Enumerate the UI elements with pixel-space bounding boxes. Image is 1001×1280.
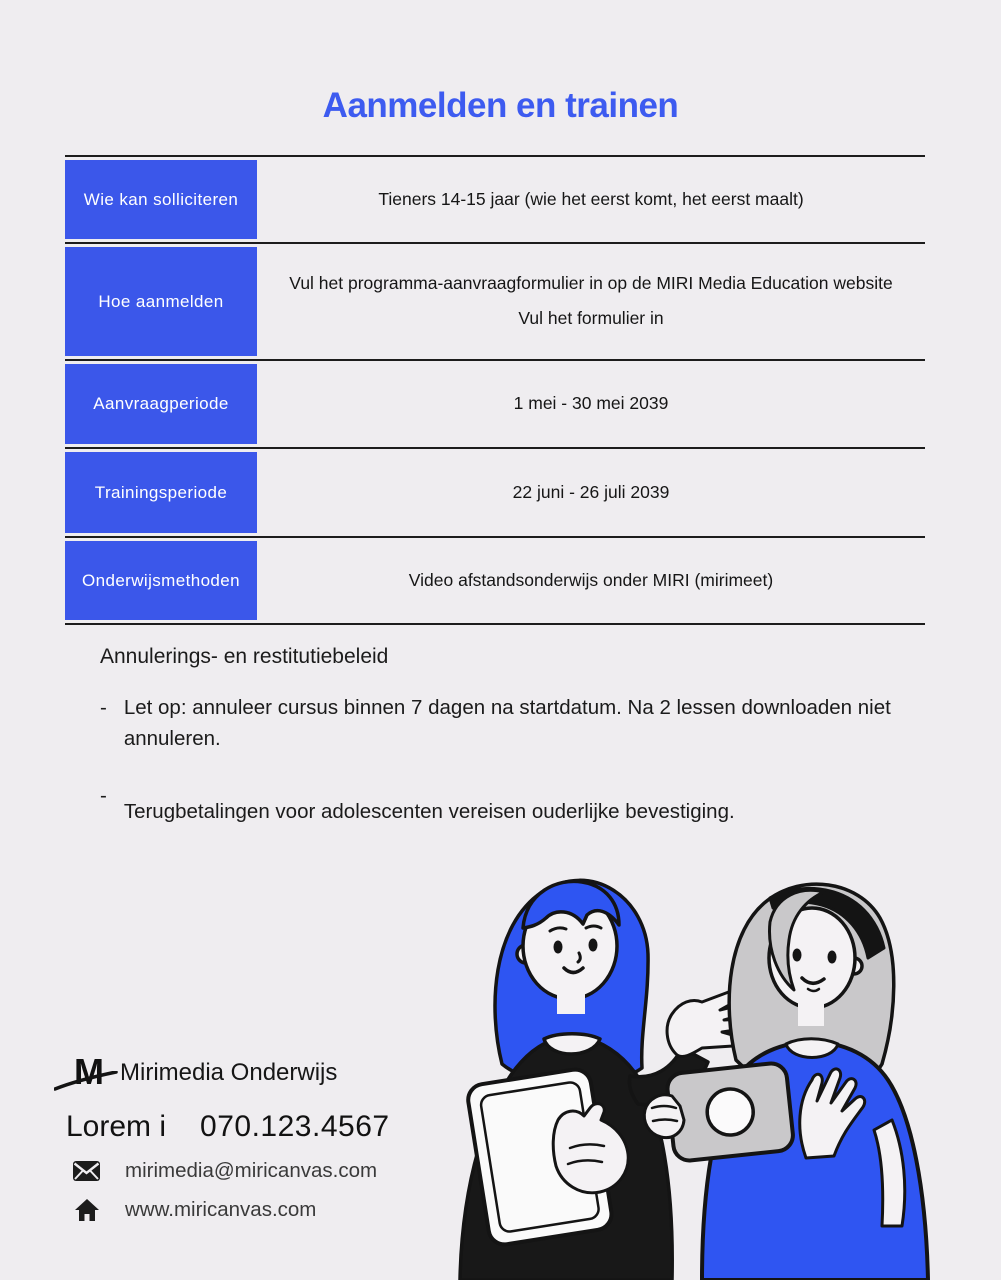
row-value-line: 1 mei - 30 mei 2039 bbox=[513, 393, 669, 414]
envelope-icon bbox=[72, 1160, 101, 1182]
email-link[interactable]: mirimedia@miricanvas.com bbox=[125, 1159, 378, 1182]
bullet-dash: - bbox=[100, 696, 107, 719]
row-label: Onderwijsmethoden bbox=[65, 541, 257, 620]
policy-heading: Annulerings- en restitutiebeleid bbox=[100, 645, 389, 668]
row-value bbox=[257, 157, 925, 242]
policy-item-text: Terugbetalingen voor adolescenten vereisen ouderlijke bevestiging. bbox=[123, 799, 735, 823]
phone-label: Lorem i bbox=[66, 1110, 167, 1143]
row-value-line: 22 juni - 26 juli 2039 bbox=[512, 481, 670, 502]
logo-swoosh-line bbox=[54, 1071, 118, 1093]
table-row bbox=[65, 242, 925, 359]
page-title: Aanmelden en trainen bbox=[322, 86, 679, 125]
row-value bbox=[257, 361, 925, 447]
policy-item bbox=[100, 693, 908, 755]
policy-item-text: Let op: annuleer cursus binnen 7 dagen na startdatum. Na 2 lessen downloaden niet annuleren. bbox=[123, 696, 891, 750]
row-value-line: Tieners 14-15 jaar (wie het eerst komt, het eerst maalt) bbox=[378, 188, 804, 209]
policy-item bbox=[100, 783, 908, 828]
row-value-line: Vul het programma-aanvraagformulier in op de MIRI Media Education website bbox=[289, 273, 893, 294]
right-woman-figure bbox=[644, 884, 928, 1280]
website-row bbox=[66, 1198, 466, 1222]
m-swoosh-icon bbox=[66, 1053, 112, 1093]
row-value-line: Video afstandsonderwijs onder MIRI (mirimeet) bbox=[408, 569, 774, 590]
row-label: Hoe aanmelden bbox=[65, 247, 257, 356]
footer-contact bbox=[66, 1053, 466, 1222]
info-table bbox=[65, 155, 925, 625]
phone-row bbox=[66, 1110, 466, 1144]
home-icon bbox=[72, 1198, 101, 1222]
table-row bbox=[65, 359, 925, 447]
logo-letter: M bbox=[74, 1051, 104, 1092]
policy-section bbox=[100, 645, 908, 827]
laptop-illustration bbox=[666, 1062, 795, 1162]
phone-number: 070.123.4567 bbox=[200, 1110, 390, 1143]
table-row bbox=[65, 536, 925, 623]
row-label: Aanvraagperiode bbox=[65, 364, 257, 444]
row-value bbox=[257, 538, 925, 623]
email-row bbox=[66, 1159, 466, 1183]
row-value bbox=[257, 244, 925, 359]
row-value-line2: Vul het formulier in bbox=[518, 308, 664, 328]
table-row bbox=[65, 155, 925, 242]
website-link[interactable]: www.miricanvas.com bbox=[125, 1198, 317, 1221]
table-row bbox=[65, 447, 925, 536]
brand-name: Mirimedia Onderwijs bbox=[120, 1059, 338, 1086]
brand-row bbox=[66, 1053, 466, 1093]
row-value bbox=[257, 449, 925, 536]
bullet-dash: - bbox=[100, 783, 107, 807]
two-women-illustration bbox=[440, 858, 1001, 1280]
row-label: Wie kan solliciteren bbox=[65, 160, 257, 239]
row-label: Trainingsperiode bbox=[65, 452, 257, 533]
